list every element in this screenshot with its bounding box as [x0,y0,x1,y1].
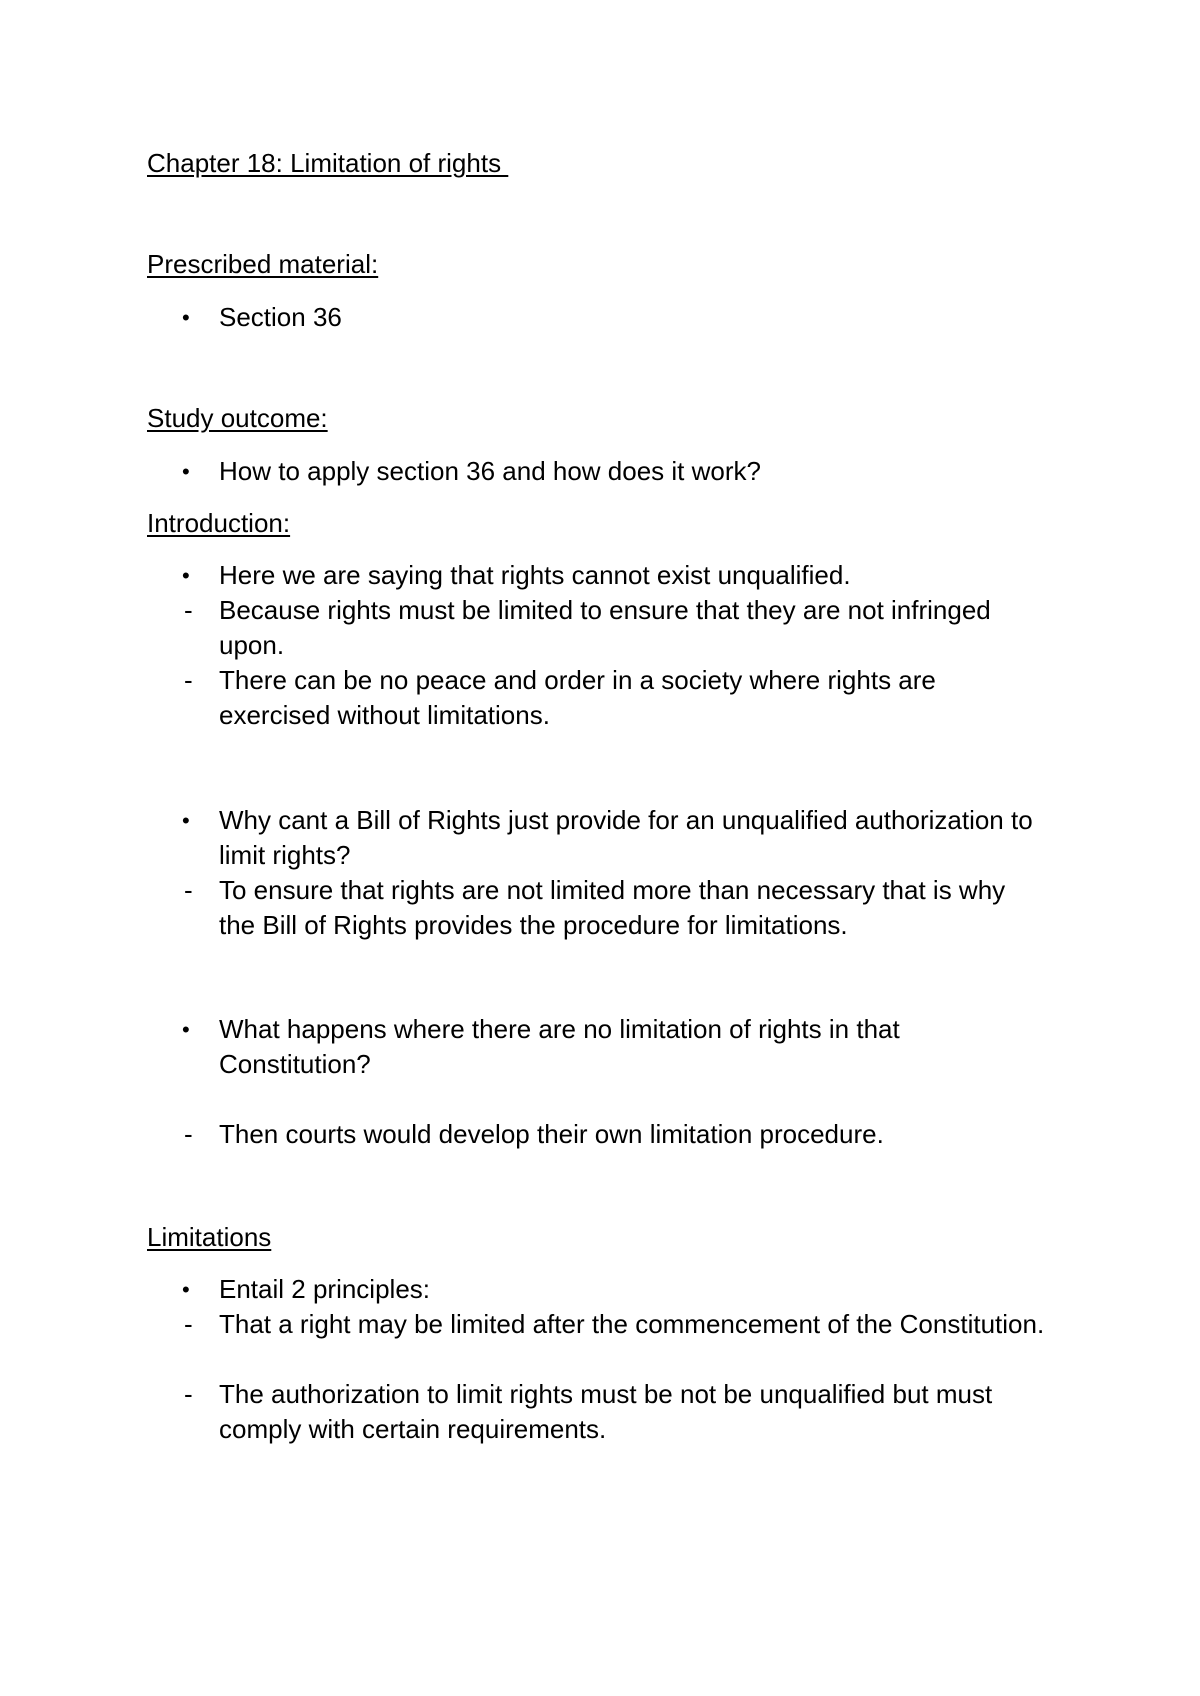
list-item-text: There can be no peace and order in a society where rights are exercised without limitations. [219,665,936,730]
list-item-text: Then courts would develop their own limitation procedure. [219,1119,884,1149]
bullet-marker: • [182,305,190,330]
section-heading-limitations: Limitations [147,1222,272,1252]
dash-marker: - [184,1309,193,1339]
list-item-text: To ensure that rights are not limited more than necessary that is why the Bill of Rights provides the procedure for limitations. [219,875,1006,940]
dash-marker: - [184,1379,193,1409]
dash-marker: - [184,665,193,695]
section-heading-study-outcome: Study outcome: [147,403,328,433]
bullet-marker: • [182,459,190,484]
bullet-marker: • [182,563,190,588]
dash-marker: - [184,595,193,625]
list-item-text: Here we are saying that rights cannot exist unqualified. [219,560,851,590]
bullet-marker: • [182,1017,190,1042]
list-item-text: What happens where there are no limitation of rights in that Constitution? [219,1014,900,1079]
list-item-text: Because rights must be limited to ensure that they are not infringed upon. [219,595,991,660]
list-item-text: Why cant a Bill of Rights just provide for an unqualified authorization to limit rights? [219,805,1033,870]
section-heading-introduction: Introduction: [147,508,291,538]
list-item-text: How to apply section 36 and how does it work? [219,456,761,486]
dash-marker: - [184,875,193,905]
list-item-text: Section 36 [219,302,342,332]
dash-marker: - [184,1119,193,1149]
list-item-text: That a right may be limited after the commencement of the Constitution. [219,1309,1045,1339]
bullet-marker: • [182,1277,190,1302]
chapter-title: Chapter 18: Limitation of rights [147,148,509,178]
bullet-marker: • [182,808,190,833]
list-item-text: The authorization to limit rights must be not be unqualified but must comply with certain requirements. [219,1379,993,1444]
list-item-text: Entail 2 principles: [219,1274,430,1304]
section-heading-prescribed-material: Prescribed material: [147,249,379,279]
